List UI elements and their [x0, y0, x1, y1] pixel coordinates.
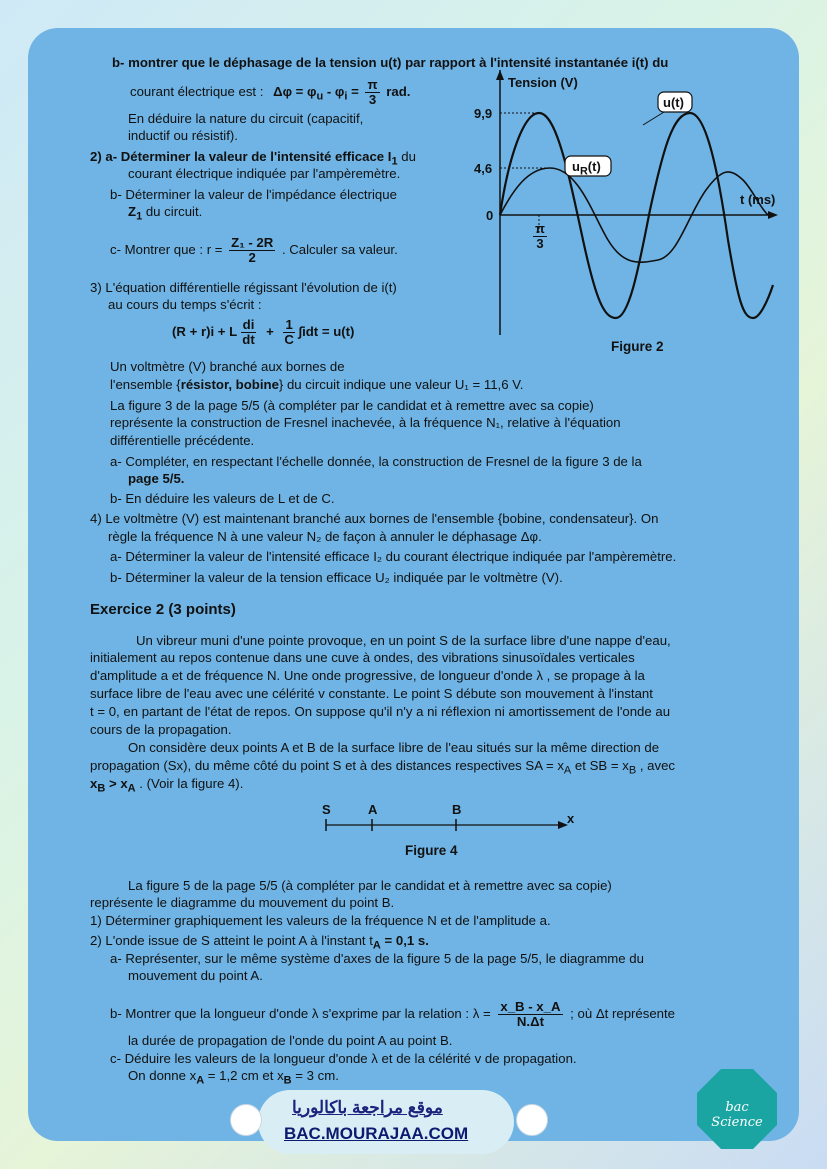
figure2-chart	[468, 70, 798, 370]
q3b: b- En déduire les valeurs de L et de C.	[110, 491, 335, 506]
q1b-line3: En déduire la nature du circuit (capacitif,	[128, 111, 364, 126]
figure2-ytick-46: 4,6	[474, 161, 493, 176]
q2a-line2: courant électrique indiquée par l'ampèremètre.	[128, 166, 401, 181]
ex2-p6: cours de la propagation.	[90, 722, 232, 737]
q3-line4: l'ensemble {résistor, bobine} du circuit indique une valeur U₁ = 11,6 V.	[110, 377, 524, 392]
q3-line5: La figure 3 de la page 5/5 (à compléter par le candidat et à remettre avec sa copie)	[110, 398, 594, 413]
figure4-label-x: x	[567, 811, 575, 826]
figure2-legend-ur: $u_R(t)$	[572, 159, 601, 178]
ex2-q8: la durée de propagation de l'onde du point A au point B.	[128, 1033, 453, 1048]
figure2-ytick-0: 0	[486, 208, 494, 223]
ex2-p4: surface libre de l'eau avec une célérité v constante. Le point S débute son mouvement à l'instant	[90, 686, 653, 701]
q2b-line2: $Z_1$ du circuit.	[128, 204, 203, 223]
figure2-ylabel: Tension (V)	[508, 75, 578, 90]
q3-line6: représente la construction de Fresnel inachevée, à la fréquence N₁, relative à l'équation	[110, 415, 621, 430]
q3-line7: différentielle précédente.	[110, 433, 255, 448]
figure2-y-arrow	[496, 70, 504, 80]
q4-line2: règle la fréquence N à une valeur N₂ de façon à annuler le déphasage Δφ.	[108, 529, 542, 544]
footer-site-name-arabic[interactable]: موقع مراجعة باكالوريا	[292, 1098, 443, 1117]
ex2-q7: b- Montrer que la longueur d'onde λ s'exprime par la relation : λ = $\frac{x\_B - x\_A}{N.\Delta t}$ ; où Δt représente	[110, 999, 676, 1029]
q2a-line1: 2) a- Déterminer la valeur de l'intensité efficace $I_1$ du	[90, 149, 416, 168]
bac-science-label: bac Science	[711, 1100, 763, 1130]
q3a-line2: page 5/5.	[128, 471, 185, 486]
q1b-line1: b- montrer que le déphasage de la tension u(t) par rapport à l'intensité instantanée i(t) du	[112, 55, 669, 70]
ex2-p9: $x_B > x_A$ . (Voir la figure 4).	[90, 776, 244, 795]
figure2-legend-u-pointer	[643, 112, 664, 125]
ex2-q6: mouvement du point A.	[128, 968, 263, 983]
ex2-p3: d'amplitude a et de fréquence N. Une onde progressive, de longueur d'onde λ , se propage à la	[90, 668, 645, 683]
ex2-q1: La figure 5 de la page 5/5 (à compléter par le candidat et à remettre avec sa copie)	[128, 878, 612, 893]
ex2-p8: propagation (Sx), du même côté du point S et à des distances respectives SA = $x_A$ et SB = $x_B$ , avec	[90, 758, 676, 777]
ex2-p2: initialement au repos contenue dans une cuve à ondes, des vibrations sinusoïdales verticales	[90, 650, 635, 665]
figure4-axis	[320, 815, 580, 835]
q4-line1: 4) Le voltmètre (V) est maintenant branché aux bornes de l'ensemble {bobine, condensateur}. On	[90, 511, 659, 526]
ex2-q4: 2) L'onde issue de S atteint le point A à l'instant $t_A = 0,1$ s.	[90, 933, 429, 952]
figure4-caption: Figure 4	[405, 843, 458, 858]
q3-line1: 3) L'équation différentielle régissant l'évolution de i(t)	[90, 280, 397, 295]
figure2-x-arrow	[768, 211, 778, 219]
q1b-line4: inductif ou résistif).	[128, 128, 238, 143]
figure4-label-s: S	[322, 802, 331, 817]
figure4-label-a: A	[368, 802, 378, 817]
figure4-label-b: B	[452, 802, 462, 817]
q4a: a- Déterminer la valeur de l'intensité efficace I₂ du courant électrique indiquée par l'ampèremètre.	[110, 549, 677, 564]
site-logo-left-icon	[230, 1104, 262, 1136]
ex2-q3: 1) Déterminer graphiquement les valeurs de la fréquence N et de l'amplitude a.	[90, 913, 551, 928]
q3-equation: (R + r)i + L $\frac{di}{dt}$ + $\frac{1}{C}$ ∫idt = u(t)	[172, 317, 355, 347]
q4b: b- Déterminer la valeur de la tension efficace U₂ indiquée par le voltmètre (V).	[110, 570, 563, 585]
q3a-line1: a- Compléter, en respectant l'échelle donnée, la construction de Fresnel de la figure 3 de la	[110, 454, 642, 469]
ex2-title: Exercice 2 (3 points)	[90, 601, 236, 618]
ex2-q5: a- Représenter, sur le même système d'axes de la figure 5 de la page 5/5, le diagramme du	[110, 951, 644, 966]
q2b-line1: b- Déterminer la valeur de l'impédance électrique	[110, 187, 397, 202]
ex2-q2: représente le diagramme du mouvement du point B.	[90, 895, 395, 910]
site-logo-right-icon	[516, 1104, 548, 1136]
figure2-caption: Figure 2	[611, 339, 664, 354]
figure2-xlabel: t (ms)	[740, 192, 776, 207]
figure2-ytick-99: 9,9	[474, 106, 493, 121]
q1b-line2: courant électrique est : $\Delta\varphi = \varphi_u - \varphi_i$ = $\frac{\pi}{3}$ rad.	[130, 77, 411, 107]
q3-line2: au cours du temps s'écrit :	[108, 297, 262, 312]
figure2-xtick: $\frac{\pi}{3}$	[535, 221, 545, 251]
figure2-legend-u: u(t)	[663, 95, 684, 110]
ex2-p1: Un vibreur muni d'une pointe provoque, en un point S de la surface libre d'une nappe d'eau,	[136, 633, 671, 648]
ex2-q10: On donne $x_A = 1,2$ cm et $x_B = 3$ cm.	[128, 1068, 339, 1087]
q3-line3: Un voltmètre (V) branché aux bornes de	[110, 359, 345, 374]
ex2-q9: c- Déduire les valeurs de la longueur d'onde λ et de la célérité v de propagation.	[110, 1051, 577, 1066]
ex2-p5: t = 0, en partant de l'état de repos. On suppose qu'il n'y a ni réflexion ni amortissement de l'onde au	[90, 704, 671, 719]
q2c: c- Montrer que : r = $\frac{\text{Z₁ - 2R}}{2}$ . Calculer sa valeur.	[110, 235, 398, 265]
ex2-p7: On considère deux points A et B de la surface libre de l'eau situés sur la même direction de	[128, 740, 660, 755]
footer-site-url[interactable]: BAC.MOURAJAA.COM	[284, 1124, 469, 1143]
